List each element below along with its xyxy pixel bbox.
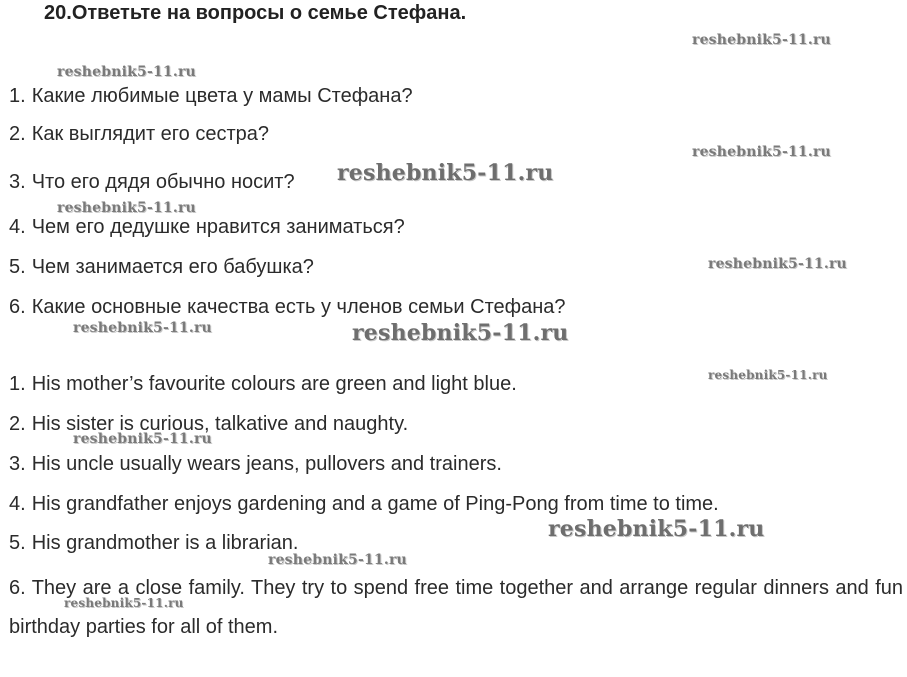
answer-number: 3.	[9, 453, 26, 475]
question-text: Какие основные качества есть у членов семьи Стефана?	[31, 296, 566, 318]
answer-number: 5.	[9, 532, 26, 554]
watermark: reshebnik5-11.ru	[57, 64, 196, 80]
question-5	[9, 255, 314, 279]
question-text: Чем его дедушке нравится заниматься?	[31, 216, 405, 238]
exercise-heading: Ответьте на вопросы о семье Стефана.	[71, 2, 467, 24]
watermark: reshebnik5-11.ru	[73, 431, 212, 447]
question-number: 2.	[9, 123, 26, 145]
question-2	[9, 122, 269, 146]
question-text: Какие любимые цвета у мамы Стефана?	[31, 85, 413, 107]
answer-number: 1.	[9, 373, 26, 395]
answer-text: His grandmother is a librarian.	[31, 532, 299, 554]
answer-3	[9, 452, 502, 476]
question-number: 1.	[9, 85, 26, 107]
exercise-title	[44, 2, 466, 25]
watermark: reshebnik5-11.ru	[57, 200, 196, 216]
answer-text: His uncle usually wears jeans, pullovers and trainers.	[31, 453, 502, 475]
question-number: 6.	[9, 296, 26, 318]
answer-4	[9, 492, 719, 516]
question-text: Как выглядит его сестра?	[31, 123, 269, 145]
question-3	[9, 170, 295, 194]
question-text: Что его дядя обычно носит?	[31, 171, 295, 193]
question-number: 5.	[9, 256, 26, 278]
answer-number: 2.	[9, 413, 26, 435]
answer-text: His grandfather enjoys gardening and a game of Ping-Pong from time to time.	[31, 493, 719, 515]
watermark: reshebnik5-11.ru	[548, 516, 765, 542]
question-4	[9, 215, 405, 239]
watermark: reshebnik5-11.ru	[64, 596, 184, 610]
watermark: reshebnik5-11.ru	[692, 144, 831, 160]
watermark: reshebnik5-11.ru	[268, 552, 407, 568]
watermark: reshebnik5-11.ru	[708, 256, 847, 272]
answer-text: His mother’s favourite colours are green and light blue.	[31, 373, 517, 395]
watermark: reshebnik5-11.ru	[352, 320, 569, 346]
question-number: 4.	[9, 216, 26, 238]
question-1	[9, 84, 413, 108]
answer-1	[9, 372, 517, 396]
answer-text: They are a close family. They try to spend free time together and arrange regular dinners and fun birthday parties for all of them.	[9, 577, 903, 638]
question-6	[9, 295, 566, 319]
watermark: reshebnik5-11.ru	[692, 32, 831, 48]
question-number: 3.	[9, 171, 26, 193]
watermark: reshebnik5-11.ru	[708, 368, 828, 382]
answer-number: 6.	[9, 577, 26, 599]
watermark: reshebnik5-11.ru	[337, 160, 554, 186]
answer-text: His sister is curious, talkative and naughty.	[31, 413, 409, 435]
question-text: Чем занимается его бабушка?	[31, 256, 314, 278]
watermark: reshebnik5-11.ru	[73, 320, 212, 336]
answer-number: 4.	[9, 493, 26, 515]
answer-5	[9, 531, 298, 555]
exercise-number: 20.	[44, 2, 72, 24]
